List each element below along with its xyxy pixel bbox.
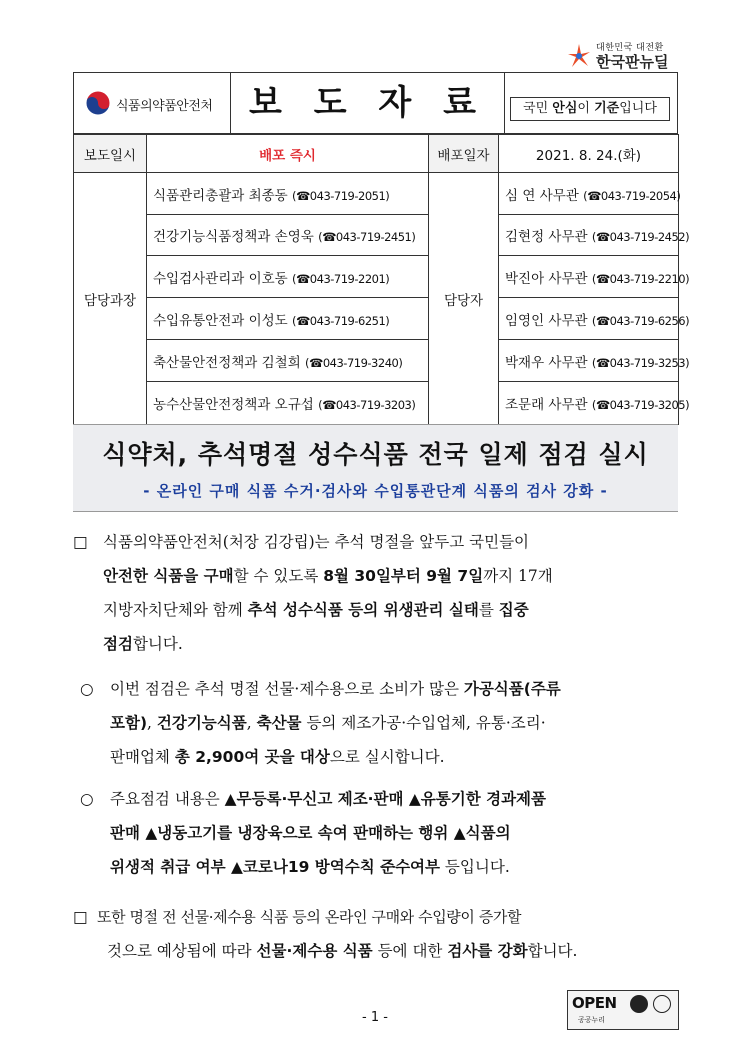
dept-row: 수입검사관리과 이호동 (☎043-719-2201) — [147, 256, 429, 298]
dept-label: 담당과장 — [74, 173, 147, 425]
person-row: 임영인 사무관 (☎043-719-6256) — [499, 298, 679, 340]
dept-row: 건강기능식품정책과 손영욱 (☎043-719-2451) — [147, 215, 429, 256]
dept-row: 농수산물안전정책과 오규섭 (☎043-719-3203) — [147, 382, 429, 425]
headline-title: 식약처, 추석명절 성수식품 전국 일제 점검 실시 — [102, 440, 649, 469]
open-sub: 공공누리 — [578, 1016, 606, 1024]
attribution-icon — [630, 995, 648, 1013]
new-deal-star-icon — [566, 42, 592, 70]
paragraph-4: □ 또한 명절 전 선물·제수용 식품 등의 온라인 구매와 수입량이 증가할 것으로 예상됨에 따라 선물·제수용 식품 등에 대한 검사를 강화합니다. — [73, 900, 678, 968]
dist-value: 2021. 8. 24.(화) — [499, 135, 679, 173]
paragraph-1: □ 식품의약품안전처(처장 김강립)는 추석 명절을 앞두고 국민들이 안전한 식품을 구매할 수 있도록 8월 30일부터 9월 7일까지 17개 지방자치단체와 함께 추석 성수식품 등의 위생관리 실태를 집중 점검합니다. — [73, 525, 678, 661]
brand-big-text: 한국판뉴딜 — [596, 53, 669, 71]
brand-small-text: 대한민국 대전환 — [596, 43, 664, 53]
open-label: OPEN — [572, 994, 617, 1012]
paragraph-3: ○ 주요점검 내용은 ▲무등록·무신고 제조·판매 ▲유통기한 경과제품 판매 ▲냉동고기를 냉장육으로 속여 판매하는 행위 ▲식품의 위생적 취급 여부 ▲코로나19 방역수칙 준수여부 등입니다. — [80, 782, 678, 884]
person-row: 조문래 사무관 (☎043-719-3205) — [499, 382, 679, 425]
paragraph-2: ○ 이번 점검은 추석 명절 선물·제수용으로 소비가 많은 가공식품(주류 포함), 건강기능식품, 축산물 등의 제조가공·수입업체, 유통·조리· 판매업체 총 2,900여 곳을 대상으로 실시합니다. — [80, 672, 678, 774]
agency-name: 식품의약품안전처 — [116, 99, 213, 114]
press-header — [73, 72, 678, 134]
circle-bullet: ○ — [80, 680, 94, 698]
headline-subtitle: - 온라인 구매 식품 수거·검사와 수입통관단계 식품의 검사 강화 - — [143, 482, 608, 500]
person-row: 박재우 사무관 (☎043-719-3253) — [499, 340, 679, 382]
slogan-box: 국민 안심이 기준입니다 — [510, 97, 670, 121]
person-row: 박진아 사무관 (☎043-719-2210) — [499, 256, 679, 298]
square-bullet: □ — [73, 533, 88, 551]
taegeuk-logo-icon — [84, 89, 112, 117]
commercial-use-icon — [653, 995, 671, 1013]
release-value: 배포 즉시 — [147, 135, 429, 173]
kogl-open-badge — [567, 990, 679, 1030]
dept-row: 축산물안전정책과 김철희 (☎043-719-3240) — [147, 340, 429, 382]
person-row: 김현정 사무관 (☎043-719-2452) — [499, 215, 679, 256]
dist-label: 배포일자 — [429, 135, 499, 173]
page-number: - 1 - — [362, 1010, 388, 1025]
person-label: 담당자 — [429, 173, 499, 425]
press-release-title: 보 도 자 료 — [249, 83, 486, 123]
dept-row: 수입유통안전과 이성도 (☎043-719-6251) — [147, 298, 429, 340]
headline-box — [73, 424, 678, 512]
person-row: 심 연 사무관 (☎043-719-2054) — [499, 173, 679, 215]
korean-new-deal-logo — [566, 40, 686, 74]
dept-row: 식품관리총괄과 최종동 (☎043-719-2051) — [147, 173, 429, 215]
square-bullet: □ — [73, 908, 88, 926]
circle-bullet: ○ — [80, 790, 94, 808]
release-label: 보도일시 — [74, 135, 147, 173]
contact-table — [73, 134, 690, 425]
